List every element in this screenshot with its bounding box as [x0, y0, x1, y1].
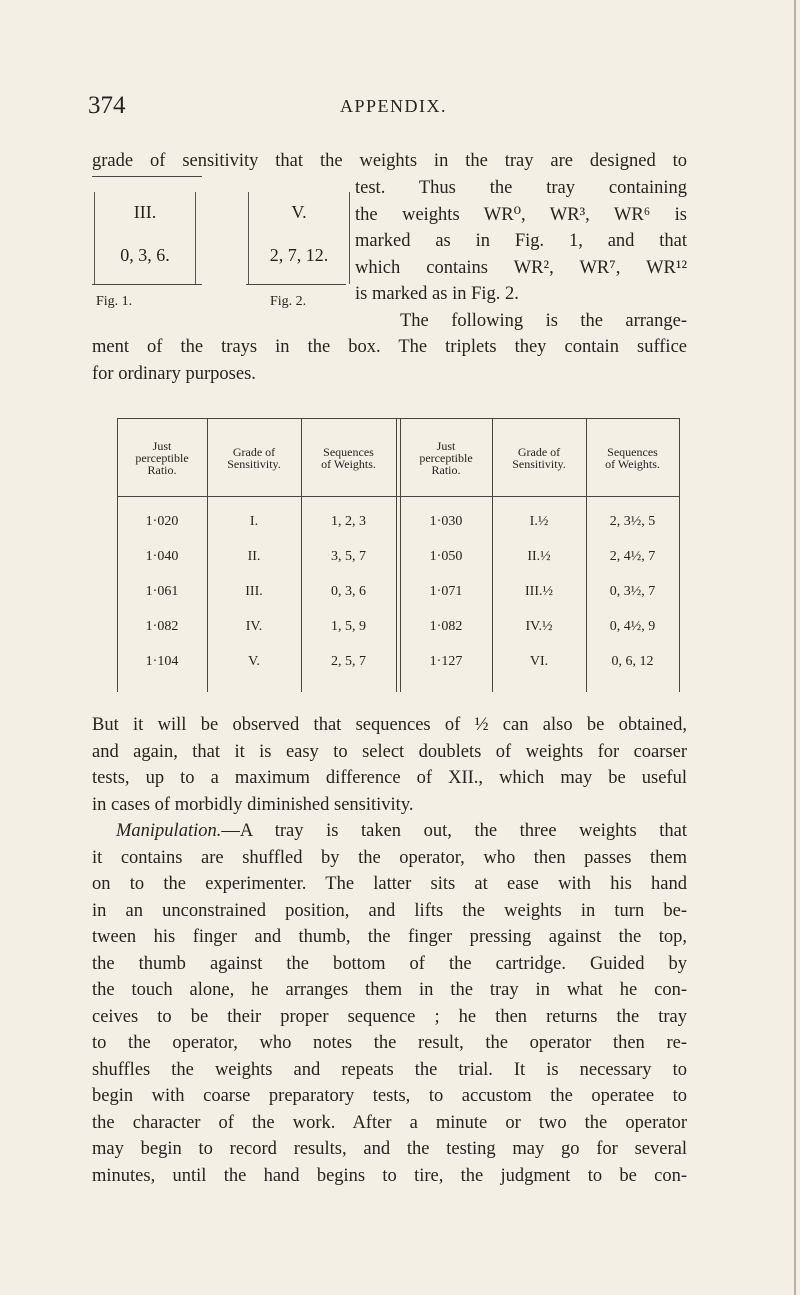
text-line: on to the experimenter. The latter sits at ease with his hand	[92, 874, 687, 894]
figure-1-caption: Fig. 1.	[96, 294, 133, 309]
wrap-text	[355, 175, 687, 334]
continuation-text	[92, 334, 687, 387]
table-cell: 1·071	[429, 584, 463, 599]
header-ratio: Just perceptible Ratio.	[419, 439, 473, 477]
text-line: tween his finger and thumb, the finger pressing against the top,	[92, 927, 687, 947]
table-cell: 0, 6, 12	[611, 654, 654, 669]
intro-line: grade of sensitivity that the weights in the tray are designed to	[92, 151, 687, 171]
text-line	[92, 818, 687, 845]
page-header	[88, 92, 688, 122]
continuation-line: for ordinary purposes.	[92, 363, 256, 384]
wrap-line: The following is the arrange-	[400, 310, 687, 331]
table-cell: 1·050	[429, 549, 463, 564]
manipulation-heading: Manipulation.	[116, 821, 222, 841]
table-cell: III.	[245, 584, 263, 599]
table-cell: VI.	[529, 654, 549, 669]
table-cell: 2, 4½, 7	[609, 549, 656, 564]
table-cell: 1·040	[145, 549, 179, 564]
table-cell: 1·082	[429, 619, 463, 634]
figure-2-grade: V.	[291, 202, 307, 222]
wrap-line: which contains WR², WR⁷, WR¹²	[355, 257, 687, 278]
table-cell: I.	[249, 514, 259, 529]
running-head: APPENDIX.	[340, 96, 448, 116]
paragraph-2	[92, 818, 687, 1189]
continuation-line: ment of the trays in the box. The triplets they contain suffice	[92, 337, 687, 357]
table-cell: 1, 5, 9	[331, 619, 366, 634]
text-line: shuffles the weights and repeats the trial. It is necessary to	[92, 1059, 687, 1080]
header-grade: Grade of Sensitivity.	[512, 445, 566, 471]
table-cell: 0, 3, 6	[331, 584, 366, 599]
text-line: But it will be observed that sequences of ½ can also be obtained,	[92, 715, 687, 735]
wrap-line: the weights WR⁰, WR³, WR⁶ is	[355, 204, 687, 225]
table-cell: 3, 5, 7	[331, 549, 366, 564]
table-cell: 1·104	[145, 654, 179, 669]
table-cell: 2, 3½, 5	[609, 514, 656, 529]
table-cell: 1·020	[145, 514, 179, 529]
figure-1-grade: III.	[133, 202, 157, 222]
text-line: and again, that it is easy to select doublets of weights for coarser	[92, 741, 687, 762]
text-line: the thumb against the bottom of the cartridge. Guided by	[92, 953, 687, 974]
wrap-line: is marked as in Fig. 2.	[355, 284, 519, 304]
text-line: begin with coarse preparatory tests, to accustom the operatee to	[92, 1086, 687, 1106]
figure-1-sequence: 0, 3, 6.	[120, 245, 170, 265]
text-line: minutes, until the hand begins to tire, the judgment to be con-	[92, 1165, 687, 1186]
header-sequences: Sequences of Weights.	[321, 445, 376, 471]
figure-1	[92, 176, 202, 316]
weights-table	[117, 418, 680, 692]
text-line: in cases of morbidly diminished sensitivity.	[92, 794, 414, 815]
table-cell: 1·030	[429, 514, 463, 529]
table-cell: V.	[248, 654, 260, 669]
text-line: the character of the work. After a minute or two the operator	[92, 1112, 687, 1133]
table-cell: II.	[247, 549, 261, 564]
table-cell: 0, 3½, 7	[609, 584, 656, 599]
text-line: tests, up to a maximum difference of XII., which may be useful	[92, 768, 687, 788]
table-cell: 1, 2, 3	[331, 514, 366, 529]
table-cell: 1·082	[145, 619, 179, 634]
text-line: to the operator, who notes the result, the operator then re-	[92, 1033, 687, 1053]
wrap-line: marked as in Fig. 1, and that	[355, 231, 687, 251]
table-cell: I.½	[529, 514, 549, 529]
header-sequences: Sequences of Weights.	[605, 445, 660, 471]
header-grade: Grade of Sensitivity.	[227, 445, 281, 471]
header-ratio: Just perceptible Ratio.	[135, 439, 189, 477]
table-cell: III.½	[525, 584, 553, 599]
table-cell: 1·061	[145, 584, 179, 599]
page-edge	[794, 0, 796, 1295]
table-cell: IV.½	[525, 619, 553, 634]
figure-2-caption: Fig. 2.	[270, 294, 307, 309]
wrap-line: test. Thus the tray containing	[355, 178, 687, 198]
table-cell: 1·127	[429, 654, 463, 669]
table-cell: 0, 4½, 9	[609, 619, 656, 634]
text-line: ceives to be their proper sequence ; he then returns the tray	[92, 1006, 687, 1027]
figure-2-sequence: 2, 7, 12.	[269, 245, 329, 265]
table-cell: II.½	[527, 549, 551, 564]
text-line: in an unconstrained position, and lifts the weights in turn be-	[92, 900, 687, 921]
text-line: may begin to record results, and the testing may go for several	[92, 1139, 687, 1159]
figure-2	[246, 176, 350, 316]
page-number: 374	[88, 92, 126, 119]
text-line: the touch alone, he arranges them in the tray in what he con-	[92, 980, 687, 1000]
paragraph-1	[92, 712, 687, 818]
manipulation-first-line: —A tray is taken out, the three weights that	[221, 821, 687, 841]
table-cell: 2, 5, 7	[331, 654, 366, 669]
table-cell: IV.	[245, 619, 263, 634]
text-line: it contains are shuffled by the operator, who then passes them	[92, 847, 687, 868]
